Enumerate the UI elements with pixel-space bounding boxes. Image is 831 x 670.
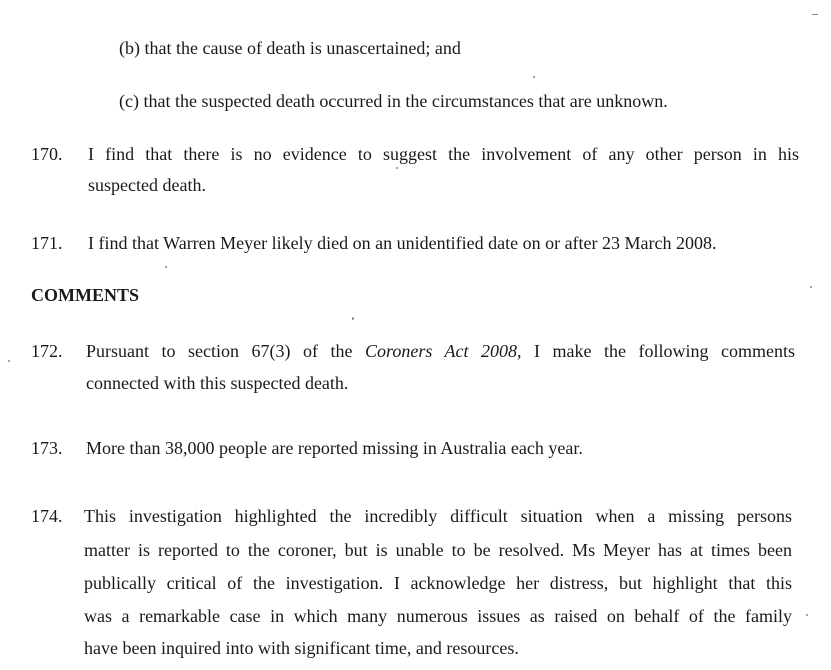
sub-item-c: (c) that the suspected death occurred in the circumstances that are unknown. — [119, 91, 668, 111]
paragraph-174-line-1: This investigation highlighted the incredibly difficult situation when a missing persons — [84, 506, 792, 526]
paragraph-172-text-after: , I make the following comments — [517, 341, 795, 361]
scan-speck — [165, 266, 167, 268]
paragraph-172-line-1 — [86, 340, 795, 362]
scan-speck — [812, 14, 818, 15]
paragraph-174-line-4: was a remarkable case in which many numerous issues as raised on behalf of the family — [84, 606, 792, 626]
scan-speck — [8, 360, 10, 362]
paragraph-174-line-5: have been inquired into with significant time, and resources. — [84, 638, 519, 658]
scan-speck — [396, 167, 398, 169]
paragraph-173-line-1: More than 38,000 people are reported missing in Australia each year. — [86, 438, 583, 458]
paragraph-174-line-2: matter is reported to the coroner, but is unable to be resolved. Ms Meyer has at times been — [84, 540, 792, 560]
scan-speck — [810, 286, 812, 288]
act-title: Coroners Act 2008 — [365, 341, 518, 361]
paragraph-171-line-1: I find that Warren Meyer likely died on an unidentified date on or after 23 March 2008. — [88, 233, 717, 253]
paragraph-174-line-3: publically critical of the investigation. I acknowledge her distress, but highlight that this — [84, 573, 792, 593]
scan-speck — [352, 317, 354, 320]
scan-speck — [533, 76, 535, 78]
paragraph-170-line-1: I find that there is no evidence to suggest the involvement of any other person in his — [88, 144, 799, 164]
scan-speck — [806, 614, 808, 616]
section-heading-comments: COMMENTS — [31, 285, 139, 305]
sub-item-b: (b) that the cause of death is unascertained; and — [119, 38, 461, 58]
paragraph-number-172: 172. — [31, 341, 63, 361]
paragraph-number-174: 174. — [31, 506, 63, 526]
paragraph-172-text-before: Pursuant to section 67(3) of the — [86, 341, 353, 361]
paragraph-172-line-2: connected with this suspected death. — [86, 373, 349, 393]
paragraph-number-171: 171. — [31, 233, 63, 253]
paragraph-170-line-2: suspected death. — [88, 175, 206, 195]
paragraph-number-170: 170. — [31, 144, 63, 164]
paragraph-number-173: 173. — [31, 438, 63, 458]
